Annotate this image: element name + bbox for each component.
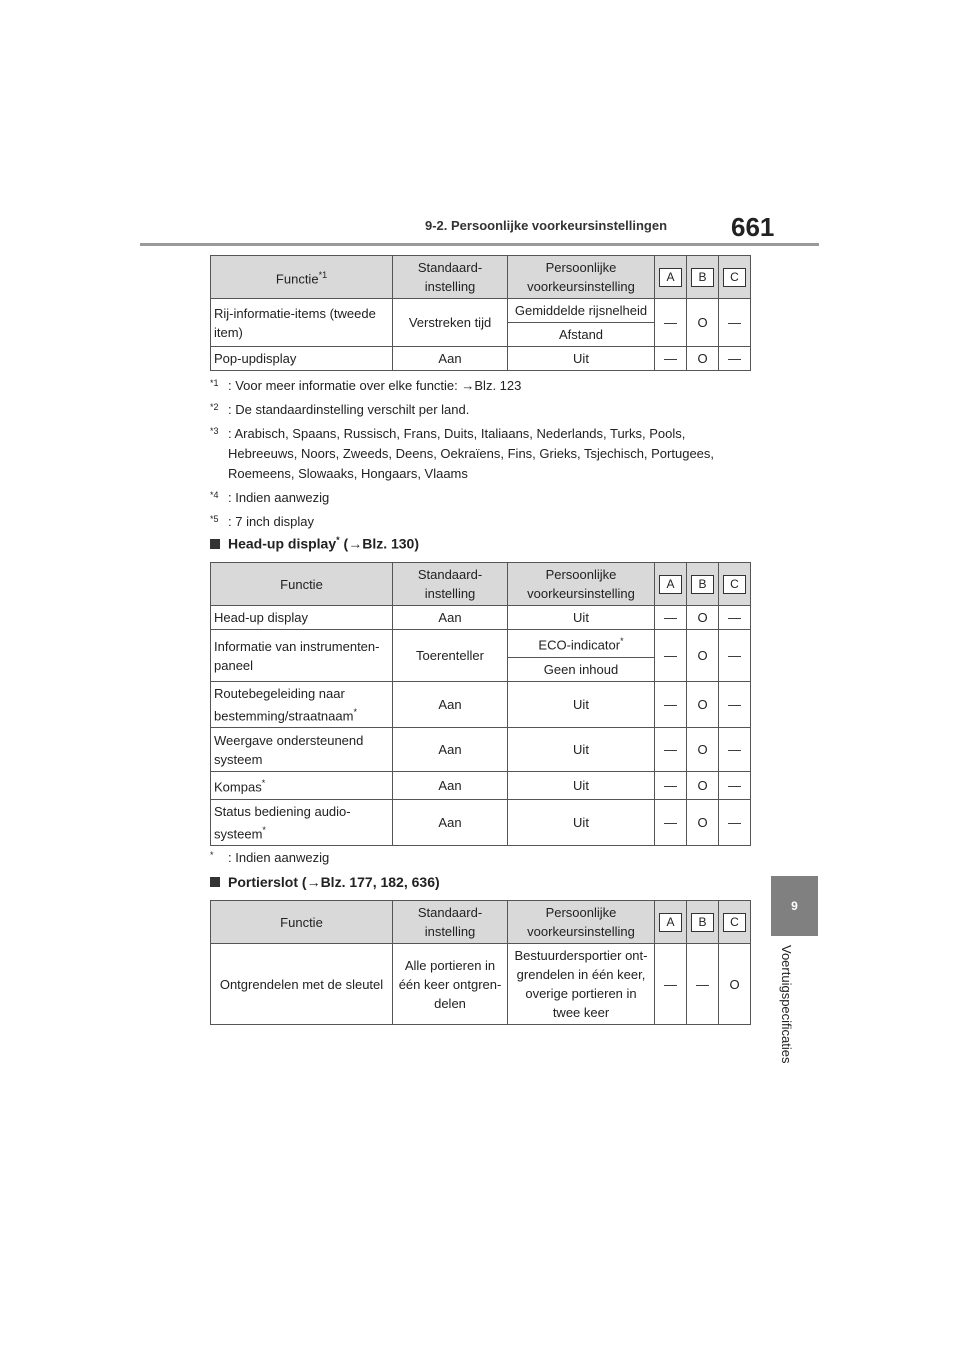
header-functie: Functie bbox=[211, 901, 393, 944]
table-row bbox=[211, 606, 751, 630]
header-standaard: Standaard-instelling bbox=[393, 901, 508, 944]
cell-a: — bbox=[655, 799, 687, 845]
cell-b: O bbox=[687, 347, 719, 371]
cell-a: — bbox=[655, 630, 687, 682]
page-number: 661 bbox=[731, 212, 775, 242]
cell-b: — bbox=[687, 944, 719, 1025]
header-persoonlijke: Persoonlijke voorkeursinstelling bbox=[508, 563, 655, 606]
header-c: C bbox=[723, 268, 746, 287]
settings-table-1 bbox=[210, 255, 751, 371]
cell-opt: Uit bbox=[508, 606, 655, 630]
section-title-portierslot: Portierslot (→Blz. 177, 182, 636) bbox=[210, 874, 440, 890]
cell-func: Pop-updisplay bbox=[211, 347, 393, 371]
cell-c: O bbox=[719, 944, 751, 1025]
cell-opt: Uit bbox=[508, 728, 655, 772]
header-standaard: Standaard-instelling bbox=[393, 563, 508, 606]
cell-b: O bbox=[687, 299, 719, 347]
cell-opt: Uit bbox=[508, 347, 655, 371]
cell-a: — bbox=[655, 682, 687, 728]
cell-b: O bbox=[687, 682, 719, 728]
table-row bbox=[211, 630, 751, 658]
cell-b: O bbox=[687, 799, 719, 845]
cell-a: — bbox=[655, 772, 687, 799]
chapter-tab: 9 bbox=[771, 876, 818, 936]
cell-func: Rij-informatie-items (tweede item) bbox=[211, 299, 393, 347]
cell-std: Verstreken tijd bbox=[393, 299, 508, 347]
square-bullet-icon bbox=[210, 539, 220, 549]
header-b: B bbox=[691, 268, 714, 287]
square-bullet-icon bbox=[210, 877, 220, 887]
header-standaard: Standaard-instelling bbox=[393, 256, 508, 299]
cell-c: — bbox=[719, 728, 751, 772]
header-c: C bbox=[723, 575, 746, 594]
cell-std: Aan bbox=[393, 606, 508, 630]
cell-opt: ECO-indicator* bbox=[508, 630, 655, 658]
cell-func: Head-up display bbox=[211, 606, 393, 630]
cell-a: — bbox=[655, 606, 687, 630]
cell-std: Aan bbox=[393, 347, 508, 371]
header-a: A bbox=[659, 268, 682, 287]
settings-table-portierslot bbox=[210, 900, 751, 1025]
cell-std: Aan bbox=[393, 728, 508, 772]
cell-std: Aan bbox=[393, 682, 508, 728]
header-b: B bbox=[691, 575, 714, 594]
footnote: *4 : Indien aanwezig bbox=[210, 490, 330, 505]
header-persoonlijke: Persoonlijke voorkeursinstelling bbox=[508, 256, 655, 299]
header-a: A bbox=[659, 913, 682, 932]
table-row bbox=[211, 799, 751, 845]
header-functie: Functie$^{*1}$ bbox=[211, 256, 393, 299]
cell-func: Kompas* bbox=[211, 772, 393, 799]
section-header: 9-2. Persoonlijke voorkeursinstellingen bbox=[425, 218, 668, 233]
cell-a: — bbox=[655, 299, 687, 347]
cell-c: — bbox=[719, 772, 751, 799]
header-rule bbox=[140, 243, 819, 246]
footnote: *2 : De standaardinstelling verschilt per land. bbox=[210, 402, 470, 417]
cell-opt: Bestuurdersportier ont-grendelen in één keer, overige portieren in twee keer bbox=[508, 944, 655, 1025]
cell-std: Alle portieren in één keer ontgren-delen bbox=[393, 944, 508, 1025]
footnote: *1 : Voor meer informatie over elke functie: →Blz. 123 bbox=[210, 378, 522, 393]
header-persoonlijke: Persoonlijke voorkeursinstelling bbox=[508, 901, 655, 944]
table-row bbox=[211, 347, 751, 371]
cell-b: O bbox=[687, 630, 719, 682]
cell-opt: Uit bbox=[508, 772, 655, 799]
table-row bbox=[211, 772, 751, 799]
header-c: C bbox=[723, 913, 746, 932]
footnote-head-up: * : Indien aanwezig bbox=[210, 850, 330, 865]
cell-std: Toerenteller bbox=[393, 630, 508, 682]
cell-opt: Geen inhoud bbox=[508, 658, 655, 682]
cell-std: Aan bbox=[393, 772, 508, 799]
cell-a: — bbox=[655, 728, 687, 772]
cell-c: — bbox=[719, 630, 751, 682]
cell-b: O bbox=[687, 606, 719, 630]
cell-std: Aan bbox=[393, 799, 508, 845]
cell-func: Status bediening audio-systeem* bbox=[211, 799, 393, 845]
settings-table-head-up bbox=[210, 562, 751, 846]
cell-c: — bbox=[719, 606, 751, 630]
table-row bbox=[211, 728, 751, 772]
cell-func: Routebegeleiding naar bestemming/straatnaam* bbox=[211, 682, 393, 728]
cell-opt: Gemiddelde rijsnelheid bbox=[508, 299, 655, 323]
cell-a: — bbox=[655, 944, 687, 1025]
cell-c: — bbox=[719, 682, 751, 728]
header-a: A bbox=[659, 575, 682, 594]
cell-c: — bbox=[719, 799, 751, 845]
chapter-title: Voertuigspecificaties bbox=[779, 945, 794, 1064]
cell-func: Informatie van instrumenten-paneel bbox=[211, 630, 393, 682]
footnote: *3 : Arabisch, Spaans, Russisch, Frans, Duits, Italiaans, Nederlands, Turks, Pools, Hebreeuws, Noors, Zweeds, Deens, Oekraïens, Fins, Grieks, Tsjechisch, Portugees, Roemeens, Slowaaks, Hongaars, Vlaams bbox=[210, 426, 715, 481]
cell-func: Ontgrendelen met de sleutel bbox=[211, 944, 393, 1025]
footnote: *5 : 7 inch display bbox=[210, 514, 314, 529]
section-title-head-up: Head-up display* (→Blz. 130) bbox=[210, 535, 419, 552]
cell-opt: Afstand bbox=[508, 323, 655, 347]
table-row bbox=[211, 299, 751, 323]
cell-opt: Uit bbox=[508, 682, 655, 728]
cell-a: — bbox=[655, 347, 687, 371]
header-functie: Functie bbox=[211, 563, 393, 606]
cell-func: Weergave ondersteunend systeem bbox=[211, 728, 393, 772]
table-row bbox=[211, 682, 751, 728]
footnotes bbox=[210, 376, 745, 536]
table-row bbox=[211, 944, 751, 1025]
cell-b: O bbox=[687, 772, 719, 799]
header-b: B bbox=[691, 913, 714, 932]
cell-c: — bbox=[719, 347, 751, 371]
cell-opt: Uit bbox=[508, 799, 655, 845]
cell-b: O bbox=[687, 728, 719, 772]
cell-c: — bbox=[719, 299, 751, 347]
